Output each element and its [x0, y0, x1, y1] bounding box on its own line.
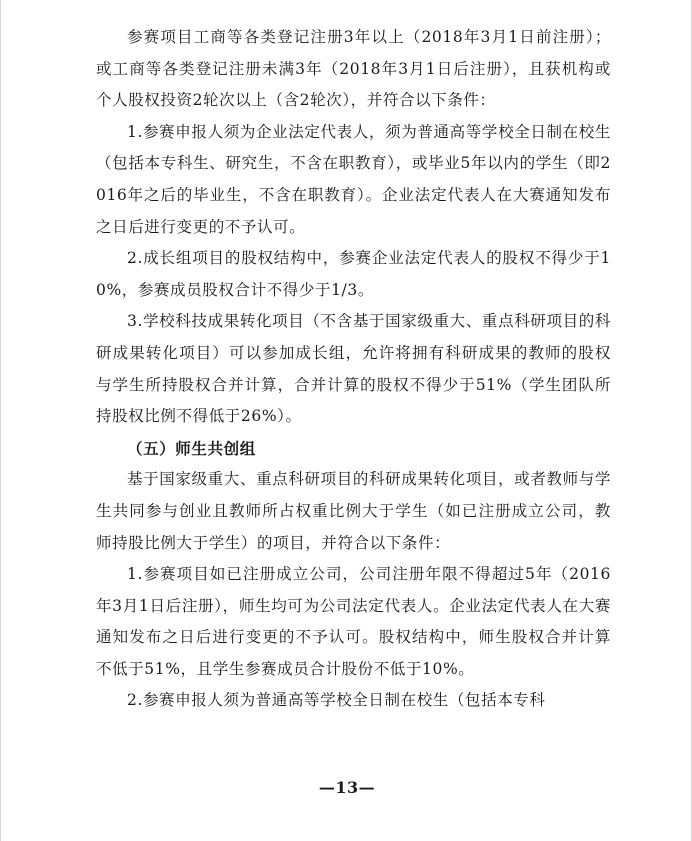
paragraph-condition-2: 2.成长组项目的股权结构中，参赛企业法定代表人的股权不得少于10%，参赛成员股权合计不得少于1/3。 — [96, 249, 611, 299]
paragraph-section-condition-1: 1.参赛项目如已注册成立公司，公司注册年限不得超过5年（2016年3月1日后注册），师生均可为公司法定代表人。企业法定代表人在大赛通知发布之日后进行变更的不予认可。股权结构中，师生股权合并计算不低于51%，且学生参赛成员合计股份不低于10%。 — [96, 565, 611, 678]
paragraph-eligibility: 参赛项目工商等各类登记注册3年以上（2018年3月1日前注册）；或工商等各类登记注册未满3年（2018年3月1日后注册），且获机构或个人股权投资2轮次以上（含2轮次），并符合以下条件： — [96, 28, 611, 110]
page-number: —13— — [318, 778, 376, 797]
paragraph-section-intro: 基于国家级重大、重点科研项目的科研成果转化项目，或者教师与学生共同参与创业且教师所占权重比例大于学生（如已注册成立公司，教师持股比例大于学生）的项目，并符合以下条件： — [96, 470, 611, 552]
paragraph-section-condition-2: 2.参赛申报人须为普通高等学校全日制在校生（包括本专科 — [127, 691, 546, 710]
document-body — [96, 22, 611, 717]
section-heading: （五）师生共创组 — [127, 438, 256, 458]
paragraph-condition-1: 1.参赛申报人须为企业法定代表人，须为普通高等学校全日制在校生（包括本专科生、研究生，不含在职教育），或毕业5年以内的学生（即2016年之后的毕业生，不含在职教育）。企业法定代表人在大赛通知发布之日后进行变更的不予认可。 — [96, 122, 611, 236]
paragraph-condition-3: 3.学校科技成果转化项目（不含基于国家级重大、重点科研项目的科研成果转化项目）可以参加成长组，允许将拥有科研成果的教师的股权与学生所持股权合并计算，合并计算的股权不得少于51%（学生团队所持股权比例不得低于26%）。 — [96, 312, 611, 426]
